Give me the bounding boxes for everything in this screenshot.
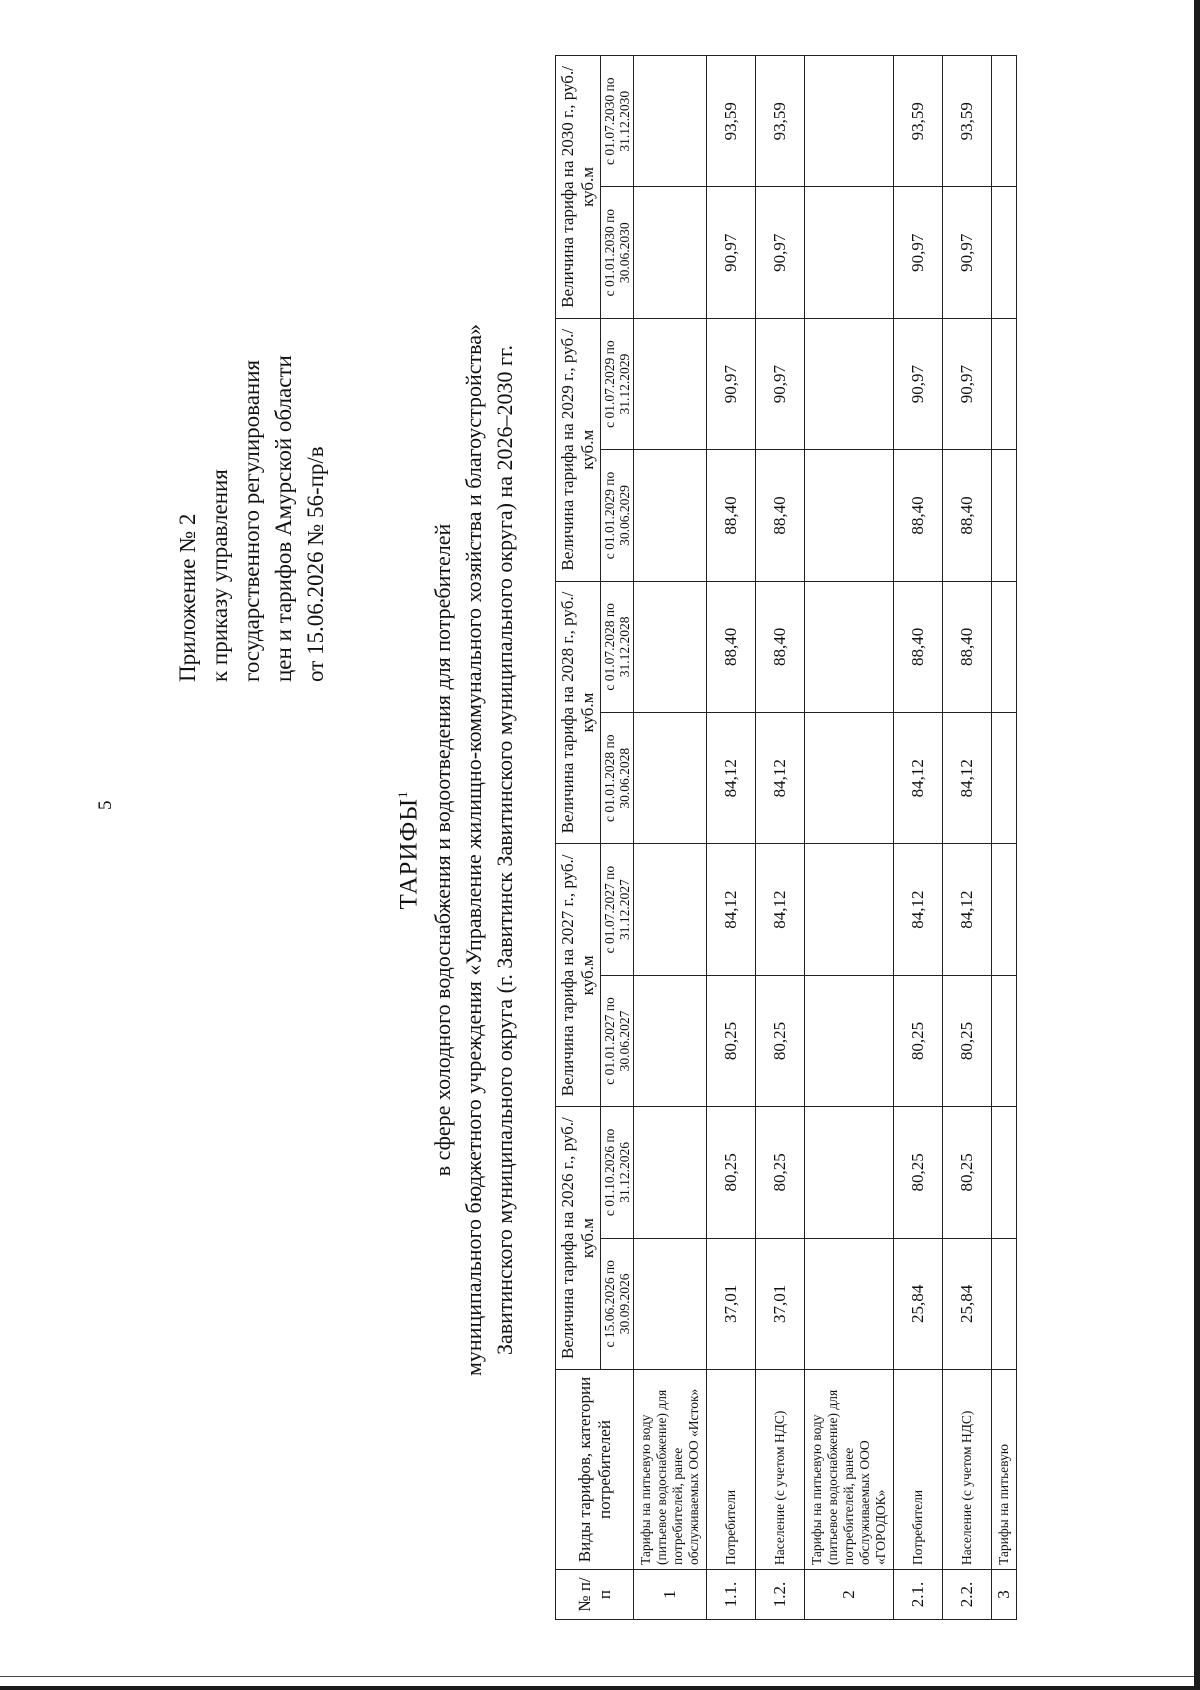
tariff-value: 80,25: [943, 1107, 992, 1238]
tariff-value: 90,97: [707, 187, 756, 318]
tariff-category: Тарифы на питьевую: [992, 1370, 1017, 1570]
tariff-value: 88,40: [894, 581, 943, 712]
row-number: 2.1.: [894, 1570, 943, 1620]
appendix-line: цен и тарифов Амурской области: [271, 355, 296, 682]
period-header: с 01.10.2026 по 31.12.2026: [601, 1107, 634, 1238]
tariff-value: 37,01: [707, 1238, 756, 1369]
row-number: 2: [805, 1570, 894, 1620]
scan-border-line: [0, 1676, 1200, 1677]
table-row: [707, 56, 756, 1620]
tariff-value: [805, 1238, 894, 1369]
tariff-category: Потребители: [894, 1370, 943, 1570]
tariff-value: 90,97: [707, 318, 756, 449]
row-number: 1.1.: [707, 1570, 756, 1620]
tariff-value: 90,97: [894, 187, 943, 318]
tariff-value: [634, 1238, 707, 1369]
tariff-value: 88,40: [943, 581, 992, 712]
tariff-value: 80,25: [894, 1107, 943, 1238]
tariff-value: [634, 450, 707, 581]
tariffs-table: [555, 55, 1017, 1620]
tariff-value: 84,12: [894, 713, 943, 844]
year-header: Величина тарифа на 2027 г., руб./куб.м: [556, 844, 601, 1107]
tariff-value: 93,59: [943, 56, 992, 187]
row-number: 1: [634, 1570, 707, 1620]
tariff-value: [805, 187, 894, 318]
subtitle-line: в сфере холодного водоснабжения и водоотведения для потребителей: [430, 523, 456, 1177]
table-row: [805, 56, 894, 1620]
tariff-value: 88,40: [943, 450, 992, 581]
document-title: [395, 80, 423, 1620]
tariff-value: 88,40: [707, 450, 756, 581]
period-header: с 01.07.2030 по 31.12.2030: [601, 56, 634, 187]
col-header-no: № п/п: [556, 1570, 634, 1620]
period-header: с 01.01.2030 по 30.06.2030: [601, 187, 634, 318]
tariff-value: [805, 975, 894, 1106]
tariff-value: [634, 975, 707, 1106]
tariff-value: [992, 1238, 1017, 1369]
page-number: 5: [95, 800, 116, 810]
tariff-value: 80,25: [707, 1107, 756, 1238]
period-header: с 01.07.2028 по 31.12.2028: [601, 581, 634, 712]
tariff-value: [634, 1107, 707, 1238]
tariff-value: 93,59: [756, 56, 805, 187]
tariff-value: 84,12: [707, 713, 756, 844]
title-block: [395, 80, 520, 1620]
tariff-value: 80,25: [756, 975, 805, 1106]
col-header-type: Виды тарифов, категории потребителей: [556, 1370, 634, 1570]
period-header: с 01.01.2029 по 30.06.2029: [601, 450, 634, 581]
tariff-value: [805, 1107, 894, 1238]
tariff-value: 37,01: [756, 1238, 805, 1369]
tariff-value: [992, 450, 1017, 581]
table-body: [634, 56, 1017, 1620]
title-text: ТАРИФЫ: [395, 797, 423, 910]
tariff-value: [805, 56, 894, 187]
tariff-value: 88,40: [756, 581, 805, 712]
tariff-value: [634, 713, 707, 844]
tariff-value: 84,12: [707, 844, 756, 975]
tariff-value: 88,40: [894, 450, 943, 581]
tariff-value: 88,40: [707, 581, 756, 712]
tariff-value: [805, 581, 894, 712]
year-header: Величина тарифа на 2029 г., руб./куб.м: [556, 318, 601, 581]
period-header: с 01.07.2027 по 31.12.2027: [601, 844, 634, 975]
year-header: Величина тарифа на 2026 г., руб./куб.м: [556, 1107, 601, 1370]
period-header: с 15.06.2026 по 30.09.2026: [601, 1238, 634, 1369]
tariff-value: [992, 318, 1017, 449]
tariff-value: [992, 975, 1017, 1106]
tariff-value: 25,84: [943, 1238, 992, 1369]
table-row: [634, 56, 707, 1620]
tariff-value: [634, 581, 707, 712]
tariff-value: 90,97: [943, 187, 992, 318]
tariff-value: 90,97: [943, 318, 992, 449]
period-header: с 01.01.2028 по 30.06.2028: [601, 713, 634, 844]
tariff-value: 88,40: [756, 450, 805, 581]
table-row: [756, 56, 805, 1620]
tariff-value: [992, 1107, 1017, 1238]
table-row: [894, 56, 943, 1620]
tariff-value: [634, 56, 707, 187]
tariff-value: 80,25: [756, 1107, 805, 1238]
tariff-value: 84,12: [756, 713, 805, 844]
tariff-value: 25,84: [894, 1238, 943, 1369]
row-number: 1.2.: [756, 1570, 805, 1620]
tariff-value: [992, 56, 1017, 187]
tariff-category: Тарифы на питьевую воду (питьевое водоснабжение) для потребителей, ранее обслуживаемых ООО «ГОРОДОК»: [805, 1370, 894, 1570]
tariff-value: 93,59: [894, 56, 943, 187]
tariff-value: 80,25: [894, 975, 943, 1106]
table-row: [992, 56, 1017, 1620]
appendix-line: к приказу управления: [207, 469, 232, 682]
tariff-value: 84,12: [943, 844, 992, 975]
footnote-marker: 1: [395, 790, 410, 798]
appendix-line: государственного регулирования: [239, 359, 264, 682]
tariff-value: 84,12: [943, 713, 992, 844]
tariff-value: 90,97: [894, 318, 943, 449]
tariff-value: [634, 844, 707, 975]
tariff-value: [992, 713, 1017, 844]
year-header: Величина тарифа на 2028 г., руб./куб.м: [556, 581, 601, 844]
appendix-line: от 15.06.2026 № 56-пр/в: [303, 446, 328, 682]
tariff-category: Потребители: [707, 1370, 756, 1570]
tariff-value: 84,12: [756, 844, 805, 975]
row-number: 3: [992, 1570, 1017, 1620]
table-row: [943, 56, 992, 1620]
tariff-value: [634, 318, 707, 449]
row-number: 2.2.: [943, 1570, 992, 1620]
tariff-value: [805, 318, 894, 449]
tariff-category: Население (с учетом НДС): [756, 1370, 805, 1570]
period-header: с 01.07.2029 по 31.12.2029: [601, 318, 634, 449]
tariff-value: [634, 187, 707, 318]
tariff-value: [805, 450, 894, 581]
tariff-value: [992, 844, 1017, 975]
tariff-value: [992, 581, 1017, 712]
tariff-value: [805, 844, 894, 975]
tariff-value: 80,25: [943, 975, 992, 1106]
subtitle-line: муниципального бюджетного учреждения «Управление жилищно-коммунального хозяйства и благоустройства»: [461, 324, 487, 1376]
year-header: Величина тарифа на 2030 г., руб./куб.м: [556, 56, 601, 319]
appendix-block: [172, 355, 332, 682]
tariff-value: 90,97: [756, 318, 805, 449]
tariff-value: 84,12: [894, 844, 943, 975]
tariff-value: 93,59: [707, 56, 756, 187]
subtitle-line: Завитинского муниципального округа (г. Завитинск Завитинского муниципального округа) на 2026–2030 гг.: [492, 344, 518, 1356]
appendix-line: Приложение № 2: [175, 513, 200, 682]
table-header-row: [556, 56, 601, 1620]
tariff-value: 90,97: [756, 187, 805, 318]
period-header: с 01.01.2027 по 30.06.2027: [601, 975, 634, 1106]
tariff-value: [805, 713, 894, 844]
tariff-value: 80,25: [707, 975, 756, 1106]
tariff-category: Тарифы на питьевую воду (питьевое водоснабжение) для потребителей, ранее обслуживаемых ООО «Исток»: [634, 1370, 707, 1570]
tariff-category: Население (с учетом НДС): [943, 1370, 992, 1570]
tariff-value: [992, 187, 1017, 318]
